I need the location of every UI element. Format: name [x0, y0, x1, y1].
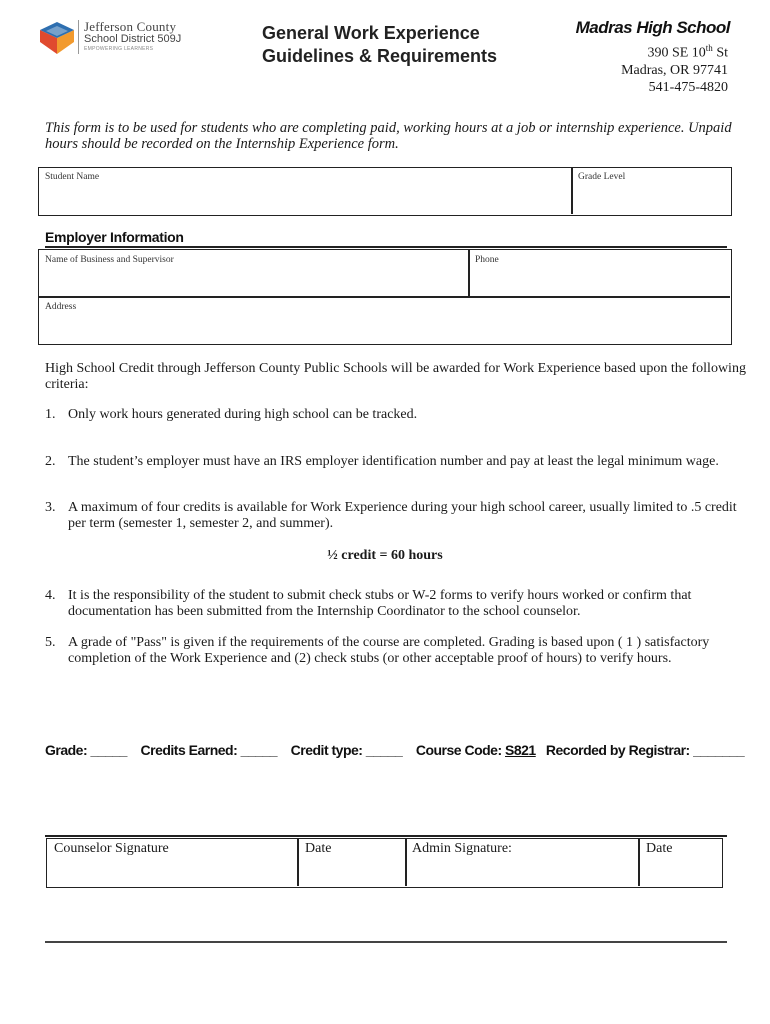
credit-type-field[interactable]: Credit type: _____ — [290, 742, 403, 758]
counselor-signature-label: Counselor Signature — [54, 841, 169, 856]
credits-earned-field[interactable]: Credits Earned: _____ — [140, 742, 278, 758]
admin-signature-label: Admin Signature: — [412, 841, 512, 856]
criteria-item: 1. Only work hours generated during high school can be tracked. — [45, 407, 418, 422]
grade-level-label: Grade Level — [578, 172, 626, 182]
bottom-rule — [45, 941, 727, 943]
logo-divider — [78, 20, 79, 54]
course-code-label: Course Code: — [415, 742, 506, 758]
school-name: Madras High School — [575, 18, 730, 37]
criteria-item: 5. A grade of "Pass" is given if the requirements of the course are completed. Grading is based upon ( 1 ) satisfactory completion of the Work Experience and (2) check stubs (or other acceptable proof of hours) to verify hours. — [45, 635, 710, 666]
date-label: Date — [305, 841, 332, 856]
business-supervisor-label: Name of Business and Supervisor — [45, 255, 174, 265]
student-info-table — [38, 167, 732, 216]
criteria-item: 2. The student’s employer must have an IRS employer identification number and pay at least the legal minimum wage. — [45, 454, 719, 469]
recorded-by-registrar-field[interactable]: Recorded by Registrar: _______ — [545, 742, 745, 758]
table-divider — [405, 839, 407, 886]
criteria-item: 3. A maximum of four credits is available for Work Experience during your high school career, usually limited to .5 credit per term (semester 1, semester 2, and summer). — [45, 500, 737, 531]
intro-text: This form is to be used for students who are completing paid, working hours at a job or internship experience. Unpaid hours should be recorded on the Internship Experience form. — [45, 120, 732, 152]
registrar-grade-line — [45, 742, 744, 758]
signature-table — [46, 838, 723, 888]
employer-section-heading: Employer Information — [45, 229, 184, 245]
table-divider — [468, 250, 470, 297]
employer-heading-rule — [45, 246, 727, 248]
district-logo — [40, 20, 180, 56]
table-divider — [571, 168, 573, 214]
address-city: Madras, OR 97741 — [621, 62, 728, 78]
form-title: General Work Experience Guidelines & Requirements — [262, 23, 498, 66]
address-street: 390 SE 10th St — [647, 43, 728, 61]
address-phone: 541-475-4820 — [648, 79, 728, 95]
district-name-line1: Jefferson County — [84, 19, 177, 34]
table-divider — [297, 839, 299, 886]
criteria-item: 4. It is the responsibility of the student to submit check stubs or W-2 forms to verify hours worked or confirm that documentation has been submitted from the Internship Coordinator to the school counselor. — [45, 588, 692, 619]
table-divider — [39, 296, 730, 298]
district-tagline: EMPOWERING LEARNERS — [84, 46, 154, 52]
phone-label: Phone — [475, 255, 499, 265]
course-code-value: S821 — [505, 742, 536, 758]
district-emblem-icon — [40, 22, 74, 54]
employer-info-table — [38, 249, 732, 345]
signature-top-rule — [45, 835, 727, 837]
student-name-label: Student Name — [45, 172, 100, 182]
criteria-intro: High School Credit through Jefferson County Public Schools will be awarded for Work Experience based upon the following criteria: — [45, 361, 746, 392]
school-address — [621, 40, 728, 96]
table-divider — [638, 839, 640, 886]
date-label: Date — [646, 841, 673, 856]
address-label: Address — [45, 302, 77, 312]
credit-equation: ½ credit = 60 hours — [327, 548, 443, 563]
grade-field[interactable]: Grade: _____ — [45, 742, 127, 758]
student-name-field[interactable] — [38, 216, 732, 228]
district-name-line2: School District 509J — [84, 33, 182, 45]
